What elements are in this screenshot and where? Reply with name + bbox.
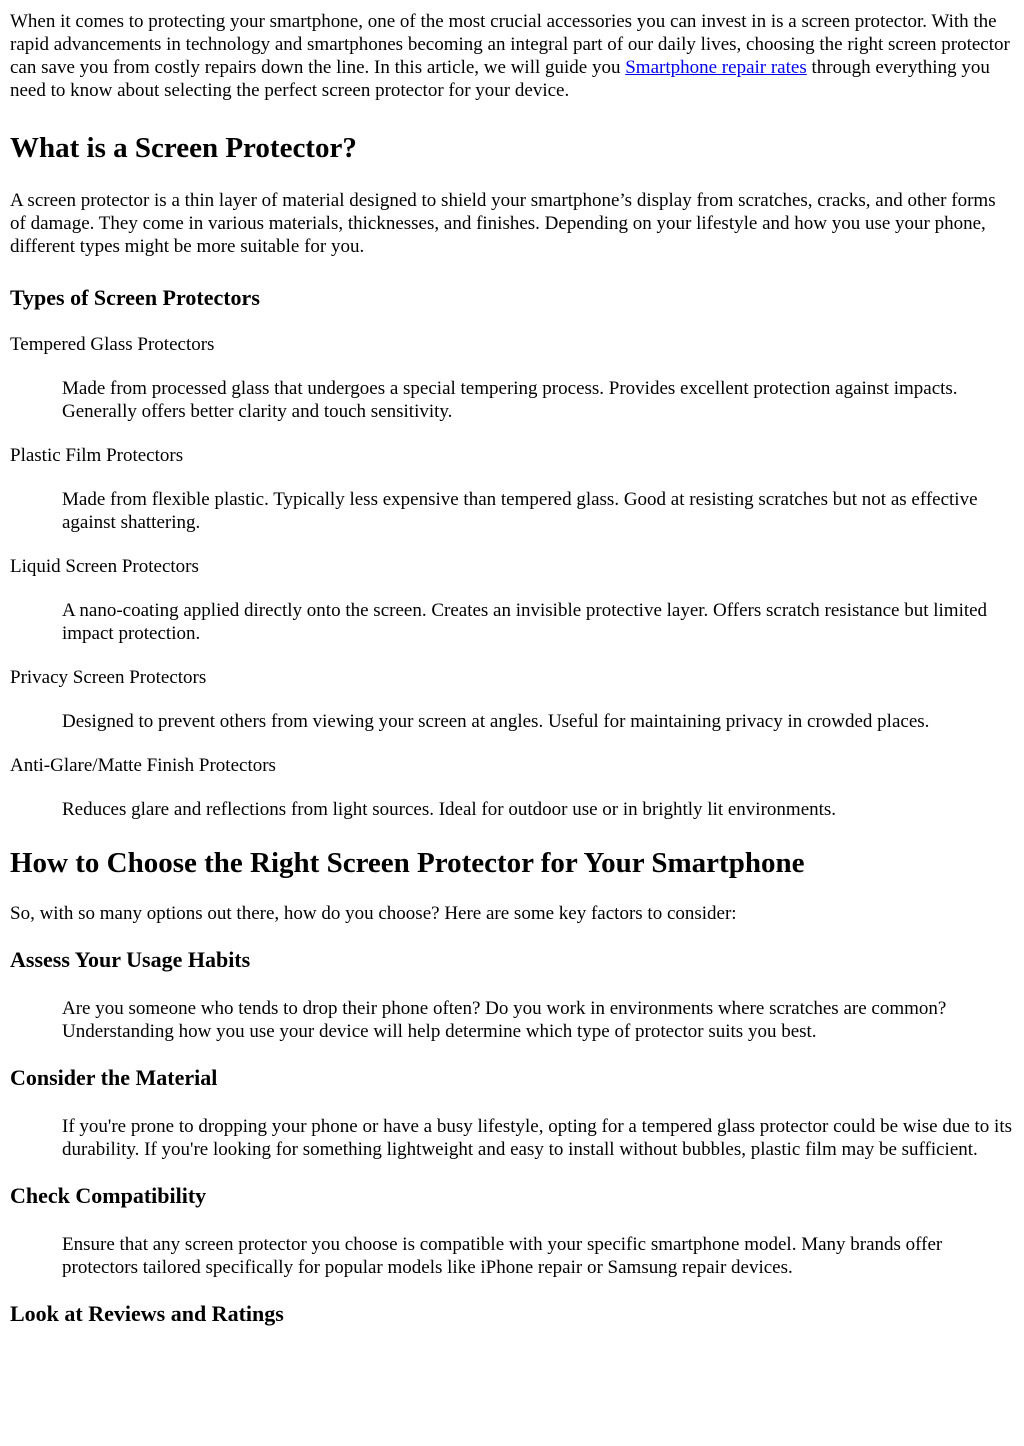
type-description: Reduces glare and reflections from light sources. Ideal for outdoor use or in brightly lit environments. <box>62 799 837 820</box>
type-term: Anti-Glare/Matte Finish Protectors <box>10 755 276 776</box>
type-description: Designed to prevent others from viewing your screen at angles. Useful for maintaining privacy in crowded places. <box>62 711 930 732</box>
type-description: Made from processed glass that undergoes a special tempering process. Provides excellent protection against impacts. Generally offers better clarity and touch sensitivity. <box>62 378 958 422</box>
factor-heading: Look at Reviews and Ratings <box>10 1301 284 1326</box>
types-heading: Types of Screen Protectors <box>10 285 260 310</box>
type-description: A nano-coating applied directly onto the screen. Creates an invisible protective layer. Offers scratch resistance but limited impact protection. <box>62 600 988 644</box>
smartphone-repair-rates-link[interactable]: Smartphone repair rates <box>625 57 807 78</box>
factor-description: Are you someone who tends to drop their phone often? Do you work in environments where scratches are common? Understanding how you use your device will help determine which type of protector suits you best. <box>62 998 947 1042</box>
types-list <box>10 333 1014 821</box>
section-heading-how-to-choose: How to Choose the Right Screen Protector for Your Smartphone <box>10 847 805 879</box>
factor-heading: Check Compatibility <box>10 1183 207 1208</box>
type-term: Privacy Screen Protectors <box>10 667 207 688</box>
factor-description: Ensure that any screen protector you choose is compatible with your specific smartphone model. Many brands offer protectors tailored specifically for popular models like iPhone repair or Samsung repair devices. <box>62 1234 943 1278</box>
intro-text-after-link: through everything you need to know about selecting the perfect screen protector for your device. <box>10 57 990 101</box>
how-to-choose-paragraph: So, with so many options out there, how do you choose? Here are some key factors to consider: <box>10 903 737 924</box>
intro-text-before-link: When it comes to protecting your smartphone, one of the most crucial accessories you can invest in is a screen protector. With the rapid advancements in technology and smartphones becoming an integral part of our daily lives, choosing the right screen protector can save you from costly repairs down the line. In this article, we will guide you <box>10 11 1010 78</box>
type-term: Liquid Screen Protectors <box>10 556 199 577</box>
factor-heading: Consider the Material <box>10 1065 218 1090</box>
type-term: Plastic Film Protectors <box>10 445 184 466</box>
intro-paragraph <box>10 10 1014 102</box>
what-is-paragraph: A screen protector is a thin layer of material designed to shield your smartphone’s display from scratches, cracks, and other forms of damage. They come in various materials, thicknesses, and finishes. Depending on your lifestyle and how you use your phone, different types might be more suitable for you. <box>10 190 996 257</box>
factor-description: If you're prone to dropping your phone or have a busy lifestyle, opting for a tempered glass protector could be wise due to its durability. If you're looking for something lightweight and easy to install without bubbles, plastic film may be sufficient. <box>62 1116 1013 1160</box>
type-description: Made from flexible plastic. Typically less expensive than tempered glass. Good at resisting scratches but not as effective against shattering. <box>62 489 978 533</box>
type-term: Tempered Glass Protectors <box>10 334 215 355</box>
section-heading-what-is: What is a Screen Protector? <box>10 132 357 164</box>
factor-heading: Assess Your Usage Habits <box>10 947 251 972</box>
